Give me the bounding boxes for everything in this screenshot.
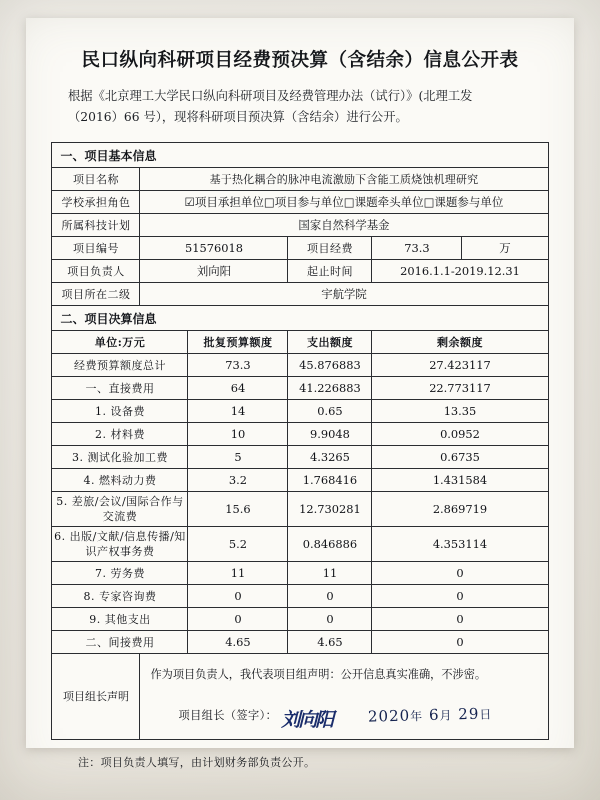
budget-row-approved: 5 bbox=[188, 446, 288, 469]
leader-value: 刘向阳 bbox=[140, 260, 288, 283]
statement-row bbox=[52, 654, 548, 740]
budget-row-remain: 4.353114 bbox=[372, 527, 548, 562]
budget-row-spent: 12.730281 bbox=[288, 492, 372, 527]
budget-row-approved: 11 bbox=[188, 562, 288, 585]
budget-row-approved: 14 bbox=[188, 400, 288, 423]
budget-row-remain: 0 bbox=[372, 608, 548, 631]
budget-row-spent: 0 bbox=[288, 585, 372, 608]
signature-row bbox=[150, 702, 537, 729]
footer-note: 注：项目负责人填写，由计划财务部负责公开。 bbox=[78, 756, 316, 769]
budget-row-approved: 4.65 bbox=[188, 631, 288, 654]
signature-date bbox=[368, 700, 493, 730]
project-budget-unit: 万 bbox=[462, 237, 548, 260]
section-1-heading: 一、项目基本信息 bbox=[52, 143, 548, 168]
budget-row-spent: 4.3265 bbox=[288, 446, 372, 469]
table-row bbox=[52, 400, 548, 423]
budget-row-remain: 2.869719 bbox=[372, 492, 548, 527]
column-header-approved: 批复预算额度 bbox=[188, 331, 288, 354]
budget-row-remain: 1.431584 bbox=[372, 469, 548, 492]
date-day: 29 bbox=[458, 704, 480, 724]
date-month-unit: 月 bbox=[439, 708, 453, 723]
table-row bbox=[52, 492, 548, 527]
budget-row-label: 9. 其他支出 bbox=[52, 608, 188, 631]
signature-label: 项目组长（签字）： bbox=[178, 709, 278, 722]
budget-row-label: 1. 设备费 bbox=[52, 400, 188, 423]
column-header-remain: 剩余额度 bbox=[372, 331, 548, 354]
table-row bbox=[52, 237, 548, 260]
budget-row-remain: 0 bbox=[372, 562, 548, 585]
budget-row-approved: 0 bbox=[188, 608, 288, 631]
project-budget-label: 项目经费 bbox=[288, 237, 372, 260]
budget-row-approved: 5.2 bbox=[188, 527, 288, 562]
page-title: 民口纵向科研项目经费预决算（含结余）信息公开表 bbox=[81, 50, 519, 71]
budget-header-row bbox=[52, 331, 548, 354]
budget-row-label: 二、间接费用 bbox=[52, 631, 188, 654]
budget-row-remain: 22.773117 bbox=[372, 377, 548, 400]
budget-row-approved: 10 bbox=[188, 423, 288, 446]
section-2-heading-row bbox=[52, 306, 548, 331]
table-row bbox=[52, 562, 548, 585]
section-2-heading: 二、项目决算信息 bbox=[52, 306, 548, 331]
leader-label: 项目负责人 bbox=[52, 260, 140, 283]
table-row bbox=[52, 608, 548, 631]
project-code-label: 项目编号 bbox=[52, 237, 140, 260]
budget-row-remain: 0 bbox=[372, 585, 548, 608]
intro-line-1: 根据《北京理工大学民口纵向科研项目及经费管理办法（试行）》(北理工发 bbox=[68, 89, 473, 103]
program-value: 国家自然科学基金 bbox=[140, 214, 548, 237]
table-row bbox=[52, 191, 548, 214]
budget-row-spent: 0.846886 bbox=[288, 527, 372, 562]
budget-row-approved: 0 bbox=[188, 585, 288, 608]
project-budget-value: 73.3 bbox=[372, 237, 462, 260]
date-month: 6 bbox=[428, 705, 440, 725]
budget-row-approved: 73.3 bbox=[188, 354, 288, 377]
budget-row-label: 6. 出版/文献/信息传播/知识产权事务费 bbox=[52, 527, 188, 562]
project-code-value: 51576018 bbox=[140, 237, 288, 260]
budget-row-label: 7. 劳务费 bbox=[52, 562, 188, 585]
column-header-spent: 支出额度 bbox=[288, 331, 372, 354]
budget-row-spent: 0 bbox=[288, 608, 372, 631]
statement-label: 项目组长声明 bbox=[52, 654, 140, 740]
table-row bbox=[52, 377, 548, 400]
budget-row-remain: 0 bbox=[372, 631, 548, 654]
budget-row-label: 2. 材料费 bbox=[52, 423, 188, 446]
table-row bbox=[52, 283, 548, 306]
table-row bbox=[52, 446, 548, 469]
budget-row-label: 3. 测试化验加工费 bbox=[52, 446, 188, 469]
budget-row-label: 8. 专家咨询费 bbox=[52, 585, 188, 608]
period-label: 起止时间 bbox=[288, 260, 372, 283]
intro-paragraph bbox=[68, 86, 544, 128]
budget-row-spent: 1.768416 bbox=[288, 469, 372, 492]
intro-line-2: （2016）66 号），现将科研项目预决算（含结余）进行公开。 bbox=[68, 110, 408, 124]
table-row bbox=[52, 214, 548, 237]
budget-row-approved: 64 bbox=[188, 377, 288, 400]
table-row bbox=[52, 469, 548, 492]
budget-row-label: 5. 差旅/会议/国际合作与交流费 bbox=[52, 492, 188, 527]
signature-ink: 刘向阳 bbox=[281, 709, 333, 731]
dept-label: 项目所在二级 bbox=[52, 283, 140, 306]
dept-value: 宇航学院 bbox=[140, 283, 548, 306]
table-row bbox=[52, 631, 548, 654]
statement-text: 作为项目负责人，我代表项目组声明：公开信息真实准确，不涉密。 bbox=[150, 668, 487, 681]
budget-row-spent: 41.226883 bbox=[288, 377, 372, 400]
budget-row-label: 一、直接费用 bbox=[52, 377, 188, 400]
project-name-label: 项目名称 bbox=[52, 168, 140, 191]
budget-row-spent: 45.876883 bbox=[288, 354, 372, 377]
statement-body bbox=[140, 654, 548, 740]
project-name-value: 基于热化耦合的脉冲电流激励下含能工质烧蚀机理研究 bbox=[140, 168, 548, 191]
date-year: 2020 bbox=[367, 706, 411, 726]
table-row bbox=[52, 168, 548, 191]
table-row bbox=[52, 260, 548, 283]
budget-row-remain: 0.0952 bbox=[372, 423, 548, 446]
info-table bbox=[51, 142, 548, 740]
budget-row-label: 4. 燃料动力费 bbox=[52, 469, 188, 492]
budget-row-remain: 13.35 bbox=[372, 400, 548, 423]
program-label: 所属科技计划 bbox=[52, 214, 140, 237]
date-day-unit: 日 bbox=[479, 707, 493, 722]
budget-row-spent: 0.65 bbox=[288, 400, 372, 423]
document-sheet bbox=[26, 18, 574, 769]
school-role-value: ☑项目承担单位□项目参与单位□课题牵头单位□课题参与单位 bbox=[140, 191, 548, 214]
budget-row-approved: 15.6 bbox=[188, 492, 288, 527]
table-row bbox=[52, 527, 548, 562]
budget-row-approved: 3.2 bbox=[188, 469, 288, 492]
table-row bbox=[52, 423, 548, 446]
budget-row-remain: 27.423117 bbox=[372, 354, 548, 377]
budget-row-spent: 4.65 bbox=[288, 631, 372, 654]
budget-row-spent: 11 bbox=[288, 562, 372, 585]
budget-row-remain: 0.6735 bbox=[372, 446, 548, 469]
budget-row-spent: 9.9048 bbox=[288, 423, 372, 446]
table-row bbox=[52, 585, 548, 608]
section-1-heading-row bbox=[52, 143, 548, 168]
column-header-unit: 单位:万元 bbox=[52, 331, 188, 354]
school-role-label: 学校承担角色 bbox=[52, 191, 140, 214]
date-year-unit: 年 bbox=[410, 709, 424, 724]
budget-row-label: 经费预算额度总计 bbox=[52, 354, 188, 377]
table-row bbox=[52, 354, 548, 377]
period-value: 2016.1.1-2019.12.31 bbox=[372, 260, 548, 283]
